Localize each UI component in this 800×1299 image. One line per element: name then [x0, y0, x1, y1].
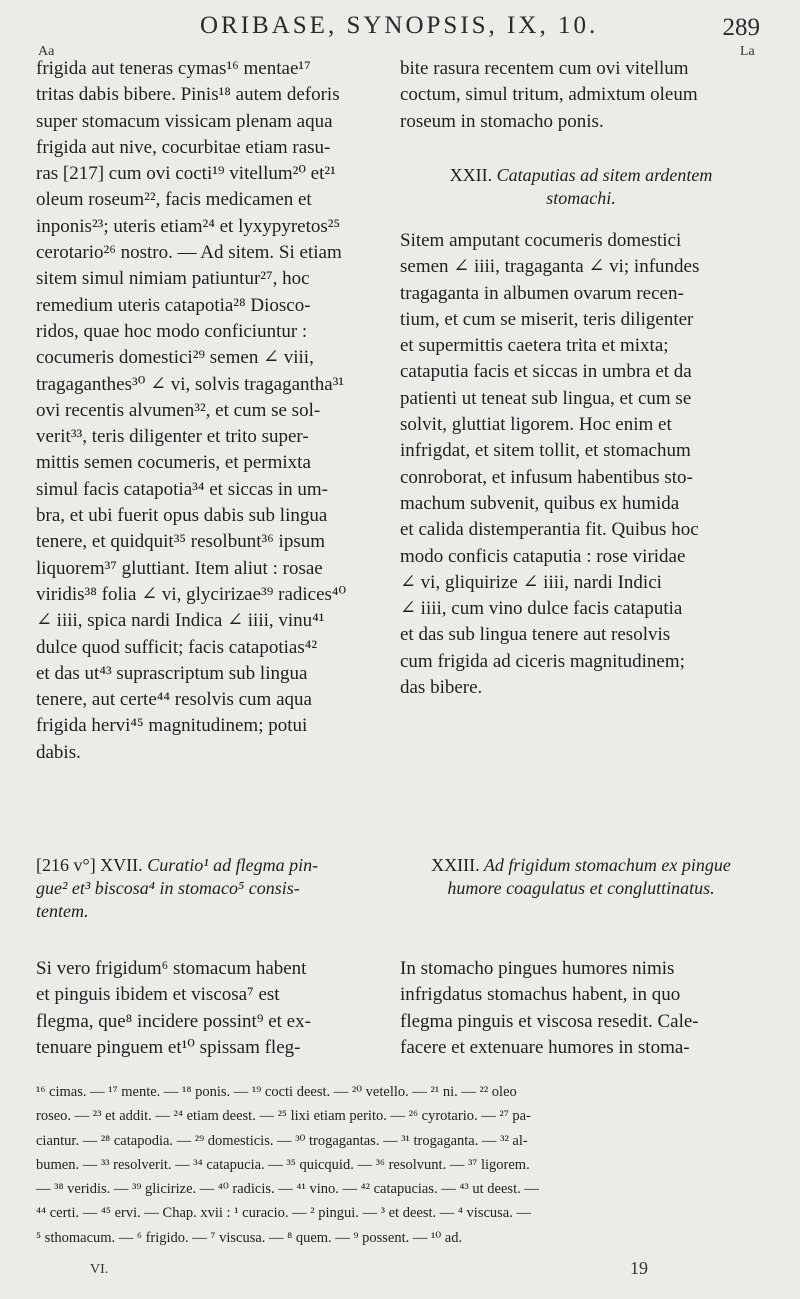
text-line: ∠ iiii, cum vino dulce facis cataputia: [400, 598, 683, 620]
text-line: tenere, et quidquit³⁵ resolbunt³⁶ ipsum: [36, 531, 326, 553]
text-line: frigida aut teneras cymas¹⁶ mentae¹⁷: [36, 58, 311, 79]
text-line: frigida aut nive, cocurbitae etiam rasu-: [36, 136, 331, 158]
text-line: modo conficis cataputia : rose viridae: [400, 545, 686, 567]
text-line: ∠ iiii, spica nardi Indica ∠ iiii, vinu⁴¹: [36, 610, 325, 632]
text-line: et das ut⁴³ suprascriptum sub lingua: [36, 662, 308, 684]
text-line: et supermittis caetera trita et mixta;: [400, 335, 669, 357]
chapter-xvii-title-line-2: gue² et³ biscosa⁴ in stomaco⁵ consis-: [36, 878, 300, 898]
text-line: flegma pinguis et viscosa resedit. Cale-: [400, 1010, 699, 1032]
text-line: flegma, que⁸ incidere possint⁹ et ex-: [36, 1010, 311, 1032]
text-line: cocumeris domestici²⁹ semen ∠ viii,: [36, 347, 314, 369]
page-number: 289: [722, 14, 760, 41]
text-line: ∠ vi, gliquirize ∠ iiii, nardi Indici: [400, 571, 662, 593]
text-line: solvit, gluttiat ligorem. Hoc enim et: [400, 414, 672, 436]
chapter-xxiii-title-line-2: humore coagulatus et congluttinatus.: [447, 878, 715, 898]
text-line: cataputia facis et siccas in umbra et da: [400, 361, 692, 383]
text-line: patienti ut teneat sub lingua, et cum se: [400, 387, 692, 409]
text-line: et calida distemperantia fit. Quibus hoc: [400, 519, 699, 541]
chapter-xxii-title-line-1: Cataputias ad sitem ardentem: [496, 165, 713, 185]
text-line: tenuare pinguem et¹⁰ spissam fleg-: [36, 1036, 301, 1058]
footnote-line: ⁵ sthomacum. — ⁶ frigido. — ⁷ viscusa. — ⁸ quem. — ⁹ possent. — ¹⁰ ad.: [36, 1229, 463, 1246]
text-line: ridos, quae hoc modo conficiuntur :: [36, 320, 308, 342]
footnote-line: bumen. — ³³ resolverit. — ³⁴ catapucia. — ³⁵ quicquid. — ³⁶ resolvunt. — ³⁷ ligorem.: [36, 1156, 530, 1173]
folio-mark: 19: [630, 1258, 648, 1278]
left-column-text: [36, 56, 392, 766]
footnote-line: ciantur. — ²⁸ catapodia. — ²⁹ domesticis. — ³⁰ trogagantas. — ³¹ trogaganta. — ³² al-: [36, 1132, 528, 1149]
text-line: ras [217] cum ovi cocti¹⁹ vitellum²⁰ et²¹: [36, 163, 336, 185]
chapter-xvii-text: [36, 956, 392, 1061]
text-line: coctum, simul tritum, admixtum oleum: [400, 84, 698, 106]
chapter-xvii-title-line-1: Curatio¹ ad flegma pin-: [147, 855, 319, 875]
running-title: ORIBASE, SYNOPSIS, IX, 10.: [200, 12, 599, 39]
text-line: super stomacum vissicam plenam aqua: [36, 110, 333, 132]
text-line: viridis³⁸ folia ∠ vi, glycirizae³⁹ radices⁴⁰: [36, 583, 347, 605]
chapter-xxiii-heading: [400, 854, 762, 900]
chapter-xvii-heading: [36, 854, 392, 923]
chapter-xvii-number: [216 v°] XVII.: [36, 855, 143, 875]
right-column-text: [400, 56, 762, 135]
footnote-line: ¹⁶ cimas. — ¹⁷ mente. — ¹⁸ ponis. — ¹⁹ cocti deest. — ²⁰ vetello. — ²¹ ni. — ²² oleo: [36, 1084, 517, 1100]
footnote-line: roseo. — ²³ et addit. — ²⁴ etiam deest. — ²⁵ lixi etiam perito. — ²⁶ cyrotario. — ²⁷ pa-: [36, 1108, 531, 1125]
footnote-line: ⁴⁴ certi. — ⁴⁵ ervi. — Chap. xvii : ¹ curacio. — ² pingui. — ³ et deest. — ⁴ viscusa. —: [36, 1205, 531, 1222]
text-line: roseum in stomacho ponis.: [400, 110, 604, 132]
text-line: In stomacho pingues humores nimis: [400, 958, 675, 979]
text-line: das bibere.: [400, 677, 483, 699]
chapter-xxiii-title-line-1: Ad frigidum stomachum ex pingue: [483, 855, 731, 875]
chapter-xxii-title-line-2: stomachi.: [546, 188, 616, 208]
chapter-xxii-heading: [400, 164, 762, 210]
page-header: [0, 8, 800, 42]
footnote-line: — ³⁸ veridis. — ³⁹ glicirize. — ⁴⁰ radicis. — ⁴¹ vino. — ⁴² catapucias. — ⁴³ ut deest. —: [36, 1181, 539, 1198]
text-line: tenere, aut certe⁴⁴ resolvis cum aqua: [36, 689, 312, 711]
signature-mark: VI.: [90, 1262, 109, 1277]
text-line: cerotario²⁶ nostro. — Ad sitem. Si etiam: [36, 242, 342, 264]
text-line: infrigdatus stomachus habent, in quo: [400, 984, 681, 1006]
text-line: cum frigida ad ciceris magnitudinem;: [400, 650, 685, 672]
text-line: facere et extenuare humores in stoma-: [400, 1036, 690, 1058]
text-line: dabis.: [36, 741, 81, 763]
chapter-xvii-title-line-3: tentem.: [36, 901, 89, 921]
text-line: frigida hervi⁴⁵ magnitudinem; potui: [36, 715, 308, 737]
text-line: tragaganta in albumen ovarum recen-: [400, 282, 684, 304]
text-line: sitem simul nimiam patiuntur²⁷, hoc: [36, 268, 310, 290]
chapter-xxiii-text: [400, 956, 762, 1061]
text-line: tragaganthes³⁰ ∠ vi, solvis tragagantha³¹: [36, 373, 345, 395]
text-line: bra, et ubi fuerit opus dabis sub lingua: [36, 505, 328, 527]
text-line: mittis semen cocumeris, et permixta: [36, 452, 311, 474]
margin-note-right: La: [740, 44, 755, 59]
text-line: bite rasura recentem cum ovi vitellum: [400, 58, 689, 79]
text-line: inponis²³; uteris etiam²⁴ et lyxypyretos²⁵: [36, 215, 341, 237]
text-line: remedium uteris catapotia²⁸ Diosco-: [36, 294, 311, 316]
text-line: Si vero frigidum⁶ stomacum habent: [36, 958, 307, 979]
text-line: tritas dabis bibere. Pinis¹⁸ autem deforis: [36, 84, 340, 106]
text-line: semen ∠ iiii, tragaganta ∠ vi; infundes: [400, 256, 700, 278]
text-line: tium, et cum se miserit, teris diligenter: [400, 308, 694, 330]
text-line: machum subvenit, quibus ex humida: [400, 492, 680, 514]
chapter-xxiii-number: XXIII.: [431, 855, 480, 875]
text-line: liquorem³⁷ gluttiant. Item aliut : rosae: [36, 557, 323, 579]
text-line: oleum roseum²², facis medicamen et: [36, 189, 312, 211]
chapter-xxii-text: [400, 228, 762, 701]
text-line: et das sub lingua tenere aut resolvis: [400, 624, 671, 646]
text-line: conroborat, et infusum habentibus sto-: [400, 466, 693, 488]
text-line: simul facis catapotia³⁴ et siccas in um-: [36, 478, 328, 500]
text-line: ovi recentis alvumen³², et cum se sol-: [36, 399, 321, 421]
text-line: infrigdat, et sitem tollit, et stomachum: [400, 440, 691, 462]
chapter-xxii-number: XXII.: [449, 165, 493, 185]
text-line: dulce quod sufficit; facis catapotias⁴²: [36, 636, 318, 658]
text-line: et pinguis ibidem et viscosa⁷ est: [36, 984, 280, 1006]
footnotes: [36, 1080, 764, 1250]
text-line: Sitem amputant cocumeris domestici: [400, 230, 682, 251]
margin-note-left: Aa: [38, 44, 55, 59]
text-line: verit³³, teris diligenter et trito super-: [36, 426, 309, 448]
